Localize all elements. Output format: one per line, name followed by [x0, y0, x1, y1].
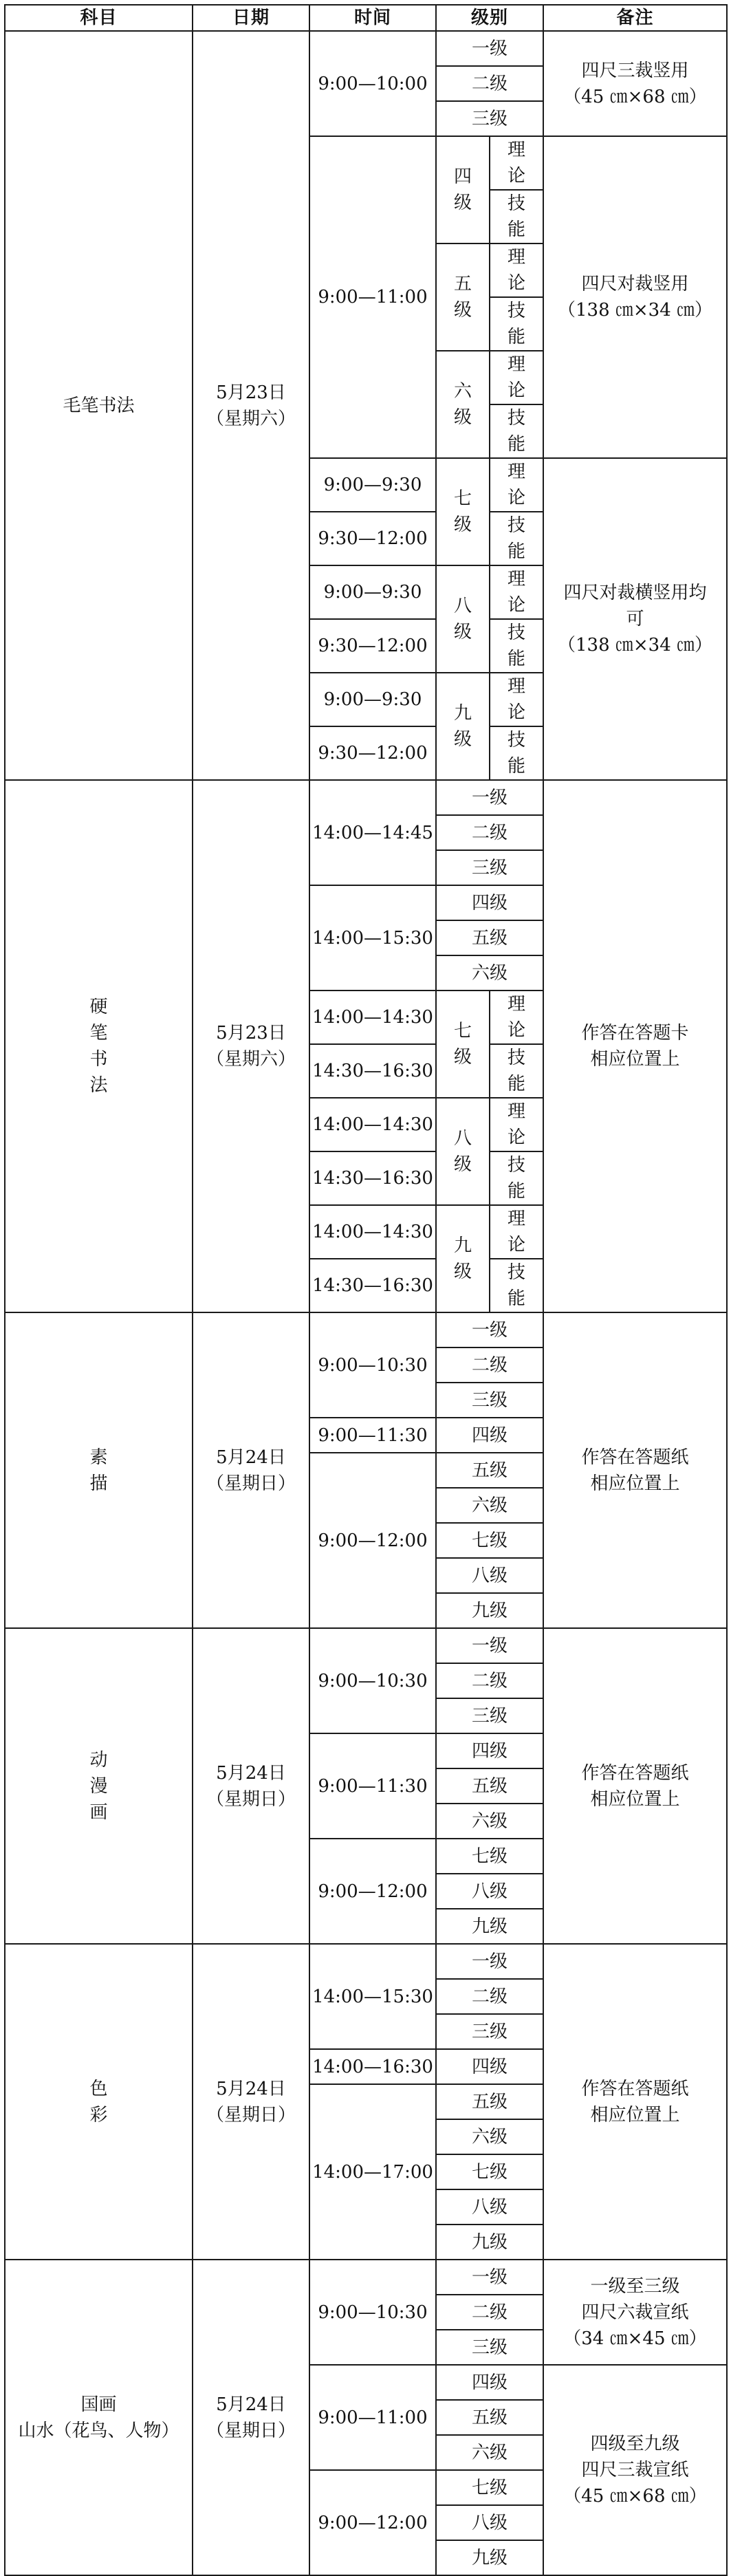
level-cell [436, 1909, 543, 1944]
part-text: 技 能 [508, 301, 526, 347]
header-subject: 科目 [5, 5, 193, 31]
note-text: 四尺对裁竖用 [581, 274, 689, 294]
level-text: 九级 [472, 1600, 508, 1621]
level-cell [436, 458, 490, 565]
level-text: 八级 [472, 1881, 508, 1902]
subject-text: 画 [89, 1801, 108, 1823]
time-cell [309, 1839, 436, 1944]
time-text: 9:00—11:30 [318, 1425, 428, 1446]
time-text: 14:30—16:30 [312, 1168, 433, 1189]
weekday-text: （星期日） [206, 2420, 296, 2441]
level-cell [436, 1944, 543, 1979]
part-cell [490, 351, 543, 404]
time-text: 14:00—17:00 [312, 2161, 433, 2183]
level-text: 三级 [472, 2021, 508, 2042]
level-text: 三级 [472, 857, 508, 878]
level-text: 八 级 [453, 1128, 472, 1175]
part-text: 技 能 [508, 730, 526, 777]
time-cell [309, 1944, 436, 2049]
level-cell [436, 243, 490, 351]
time-cell [309, 1418, 436, 1453]
time-cell [309, 1205, 436, 1259]
level-cell [436, 565, 490, 673]
part-cell [490, 1205, 543, 1259]
level-text: 六 级 [453, 381, 472, 428]
time-text: 9:00—11:30 [318, 1775, 428, 1797]
part-text: 技 能 [508, 193, 526, 240]
level-cell [436, 1453, 543, 1488]
note-cell [543, 1312, 727, 1628]
table-row [5, 1944, 727, 1979]
level-cell [436, 991, 490, 1098]
level-cell [436, 1593, 543, 1628]
level-text: 五 级 [453, 274, 472, 321]
note-text: 四尺对裁横竖用均 [563, 583, 707, 603]
time-text: 9:30—12:00 [318, 528, 428, 549]
time-cell [309, 619, 436, 673]
level-cell [436, 1558, 543, 1593]
subject-text: 描 [89, 1473, 108, 1494]
time-text: 9:00—11:00 [318, 2407, 428, 2428]
time-cell [309, 565, 436, 619]
level-text: 八级 [472, 1565, 508, 1586]
part-text: 技 能 [508, 1262, 526, 1309]
level-text: 三级 [472, 1705, 508, 1727]
time-cell [309, 458, 436, 512]
level-text: 七级 [472, 2161, 508, 2183]
subject-cell [5, 1628, 193, 1944]
level-text: 一级 [472, 1319, 508, 1341]
note-text: 四级至九级 [590, 2434, 680, 2454]
part-text: 技 能 [508, 515, 526, 562]
time-cell [309, 136, 436, 458]
note-text: 作答在答题卡 [581, 1023, 689, 1043]
date-cell [193, 1312, 309, 1628]
part-cell [490, 458, 543, 512]
time-text: 9:00—10:30 [318, 1354, 428, 1376]
time-cell [309, 1259, 436, 1312]
level-cell [436, 1804, 543, 1839]
part-text: 理 论 [508, 1101, 526, 1148]
time-text: 14:00—14:30 [312, 1114, 433, 1135]
note-text: 作答在答题纸 [581, 1447, 689, 1468]
level-cell [436, 101, 543, 136]
level-text: 九 级 [453, 703, 472, 750]
level-text: 五级 [472, 927, 508, 949]
level-text: 四级 [472, 1740, 508, 1762]
level-text: 七级 [472, 1846, 508, 1867]
level-cell [436, 1839, 543, 1874]
level-cell [436, 2225, 543, 2260]
date-cell [193, 31, 309, 780]
note-text: （34 ㎝×45 ㎝） [563, 2328, 707, 2349]
level-text: 五级 [472, 1775, 508, 1797]
time-text: 9:30—12:00 [318, 743, 428, 764]
date-text: 5月24日 [216, 1447, 286, 1468]
level-text: 一级 [472, 38, 508, 59]
subject-text: 法 [89, 1075, 108, 1096]
level-cell [436, 1698, 543, 1733]
time-text: 14:00—15:30 [312, 1986, 433, 2007]
time-text: 9:00—9:30 [323, 689, 422, 710]
note-text: 相应位置上 [590, 1788, 680, 1810]
date-text: 5月23日 [216, 1023, 286, 1043]
level-cell [436, 2505, 543, 2540]
level-cell [436, 815, 543, 850]
subject-cell [5, 2260, 193, 2575]
part-cell [490, 1044, 543, 1098]
weekday-text: （星期日） [206, 1473, 296, 1494]
part-text: 技 能 [508, 1155, 526, 1202]
level-cell [436, 1523, 543, 1558]
time-text: 14:00—14:30 [312, 1007, 433, 1028]
subject-cell [5, 780, 193, 1312]
level-cell [436, 1098, 490, 1205]
time-text: 9:00—9:30 [323, 582, 422, 603]
note-text: 四尺三裁竖用 [581, 60, 689, 81]
level-text: 二级 [472, 822, 508, 843]
time-text: 9:00—11:00 [318, 287, 428, 307]
level-text: 五级 [472, 2091, 508, 2112]
level-cell [436, 351, 490, 458]
part-text: 理 论 [508, 569, 526, 616]
subject-cell [5, 1944, 193, 2260]
level-cell [436, 1663, 543, 1698]
part-cell [490, 726, 543, 780]
time-text: 9:00—12:00 [318, 2512, 428, 2533]
part-cell [490, 404, 543, 458]
note-text: 四尺三裁宣纸 [581, 2460, 689, 2480]
level-cell [436, 2435, 543, 2470]
level-cell [436, 1488, 543, 1523]
level-cell [436, 1312, 543, 1347]
level-text: 七 级 [453, 488, 472, 535]
header-date: 日期 [193, 5, 309, 31]
weekday-text: （星期六） [206, 1049, 296, 1070]
note-cell [543, 31, 727, 136]
date-cell [193, 780, 309, 1312]
part-text: 技 能 [508, 408, 526, 455]
level-text: 三级 [472, 2337, 508, 2358]
date-cell [193, 2260, 309, 2575]
time-cell [309, 780, 436, 885]
part-text: 理 论 [508, 140, 526, 186]
level-text: 八 级 [453, 596, 472, 642]
level-text: 一级 [472, 2266, 508, 2288]
header-level: 级别 [436, 5, 543, 31]
part-text: 理 论 [508, 994, 526, 1041]
subject-cell [5, 31, 193, 780]
level-text: 八级 [472, 2512, 508, 2533]
date-text: 5月24日 [216, 2394, 286, 2415]
table-row [5, 1312, 727, 1347]
part-cell [490, 512, 543, 565]
level-text: 四级 [472, 892, 508, 913]
header-row [5, 5, 727, 31]
subject-text: 毛笔书法 [63, 395, 135, 416]
level-cell [436, 1768, 543, 1804]
time-cell [309, 2470, 436, 2575]
level-cell [436, 66, 543, 101]
part-text: 理 论 [508, 354, 526, 401]
note-cell [543, 2260, 727, 2365]
time-cell [309, 1733, 436, 1839]
subject-text: 硬 [89, 997, 108, 1017]
level-cell [436, 2295, 543, 2330]
note-text: 相应位置上 [590, 1049, 680, 1070]
level-text: 六级 [472, 2442, 508, 2463]
level-text: 二级 [472, 73, 508, 94]
level-cell [436, 1418, 543, 1453]
level-cell [436, 2260, 543, 2295]
note-cell [543, 458, 727, 780]
level-text: 一级 [472, 1951, 508, 1972]
level-text: 二级 [472, 1986, 508, 2007]
level-text: 二级 [472, 1670, 508, 1691]
level-text: 六级 [472, 2126, 508, 2147]
part-cell [490, 190, 543, 243]
level-text: 二级 [472, 1354, 508, 1376]
level-cell [436, 2365, 543, 2400]
level-cell [436, 2540, 543, 2575]
schedule-body [5, 31, 727, 2575]
part-cell [490, 673, 543, 726]
note-text: 四尺六裁宣纸 [581, 2302, 689, 2323]
note-text: 相应位置上 [590, 1473, 680, 1494]
subject-text: 漫 [89, 1775, 108, 1797]
level-cell [436, 1628, 543, 1663]
subject-text: 素 [89, 1447, 108, 1468]
date-text: 5月24日 [216, 2078, 286, 2099]
level-text: 六级 [472, 1495, 508, 1516]
exam-schedule-table [4, 4, 728, 2576]
level-cell [436, 2189, 543, 2225]
note-text: （45 ㎝×68 ㎝） [563, 2486, 707, 2507]
table-row [5, 780, 727, 815]
level-cell [436, 1874, 543, 1909]
note-cell [543, 136, 727, 458]
level-text: 九 级 [453, 1235, 472, 1282]
level-text: 一级 [472, 1635, 508, 1656]
level-cell [436, 2400, 543, 2435]
subject-text: 笔 [89, 1023, 108, 1043]
level-cell [436, 31, 543, 66]
time-text: 14:00—14:30 [312, 1222, 433, 1242]
part-cell [490, 619, 543, 673]
level-cell [436, 780, 543, 815]
subject-text: 彩 [89, 2104, 108, 2125]
time-cell [309, 2084, 436, 2260]
part-cell [490, 136, 543, 190]
weekday-text: （星期日） [206, 1788, 296, 1810]
level-text: 九级 [472, 1916, 508, 1937]
level-cell [436, 885, 543, 920]
level-cell [436, 1383, 543, 1418]
level-cell [436, 1979, 543, 2014]
time-text: 9:00—9:30 [323, 475, 422, 495]
note-text: 作答在答题纸 [581, 2078, 689, 2099]
table-row [5, 1628, 727, 1663]
level-text: 七 级 [453, 1021, 472, 1068]
part-cell [490, 297, 543, 351]
part-cell [490, 991, 543, 1044]
note-text: （138 ㎝×34 ㎝） [558, 635, 713, 656]
note-cell [543, 1944, 727, 2260]
part-cell [490, 565, 543, 619]
level-cell [436, 2049, 543, 2084]
part-cell [490, 1098, 543, 1151]
level-cell [436, 2119, 543, 2154]
header-note: 备注 [543, 5, 727, 31]
subject-cell [5, 1312, 193, 1628]
level-cell [436, 2330, 543, 2365]
weekday-text: （星期六） [206, 408, 296, 429]
time-text: 9:00—10:30 [318, 1670, 428, 1691]
level-text: 五级 [472, 2407, 508, 2428]
level-text: 四级 [472, 2056, 508, 2077]
subject-text: 动 [89, 1749, 108, 1771]
time-cell [309, 1453, 436, 1628]
part-text: 技 能 [508, 623, 526, 669]
subject-text: 山水（花鸟、人物） [18, 2420, 179, 2441]
header-time: 时间 [309, 5, 436, 31]
time-text: 9:00—12:00 [318, 1530, 428, 1551]
date-text: 5月23日 [216, 382, 286, 403]
time-text: 14:30—16:30 [312, 1061, 433, 1081]
level-text: 七级 [472, 2477, 508, 2498]
level-text: 四级 [472, 1425, 508, 1446]
time-text: 9:00—10:00 [318, 73, 428, 94]
level-text: 六级 [472, 1810, 508, 1832]
level-cell [436, 2014, 543, 2049]
level-cell [436, 1733, 543, 1768]
level-cell [436, 920, 543, 955]
note-text: 作答在答题纸 [581, 1762, 689, 1784]
part-text: 理 论 [508, 676, 526, 723]
level-cell [436, 2470, 543, 2505]
note-cell [543, 1628, 727, 1944]
time-cell [309, 1044, 436, 1098]
table-row [5, 2260, 727, 2295]
level-cell [436, 673, 490, 780]
time-cell [309, 991, 436, 1044]
time-cell [309, 512, 436, 565]
time-text: 9:30—12:00 [318, 636, 428, 656]
note-cell [543, 2365, 727, 2575]
time-text: 14:00—16:30 [312, 2056, 433, 2077]
part-cell [490, 1259, 543, 1312]
time-cell [309, 2365, 436, 2470]
note-text: 相应位置上 [590, 2104, 680, 2125]
note-cell [543, 780, 727, 1312]
part-text: 理 论 [508, 247, 526, 294]
level-cell [436, 1205, 490, 1312]
level-text: 二级 [472, 2302, 508, 2323]
time-text: 14:00—14:45 [312, 822, 433, 843]
time-cell [309, 885, 436, 991]
part-text: 理 论 [508, 462, 526, 508]
subject-text: 国画 [80, 2394, 117, 2415]
level-cell [436, 955, 543, 991]
time-cell [309, 1151, 436, 1205]
time-text: 14:00—15:30 [312, 927, 433, 949]
level-text: 五级 [472, 1460, 508, 1481]
level-cell [436, 1347, 543, 1383]
level-text: 九级 [472, 2231, 508, 2253]
time-cell [309, 31, 436, 136]
level-text: 九级 [472, 2547, 508, 2568]
weekday-text: （星期日） [206, 2104, 296, 2125]
part-text: 理 论 [508, 1209, 526, 1255]
level-text: 四 级 [453, 166, 472, 213]
time-cell [309, 1628, 436, 1733]
part-cell [490, 1151, 543, 1205]
date-text: 5月24日 [216, 1762, 286, 1784]
level-cell [436, 2154, 543, 2189]
level-cell [436, 850, 543, 885]
note-text: 可 [626, 609, 644, 629]
level-text: 三级 [472, 108, 508, 129]
note-text: （138 ㎝×34 ㎝） [558, 300, 713, 321]
level-text: 四级 [472, 2372, 508, 2393]
level-text: 一级 [472, 787, 508, 808]
time-cell [309, 1312, 436, 1418]
level-text: 八级 [472, 2196, 508, 2218]
part-text: 技 能 [508, 1048, 526, 1094]
note-text: （45 ㎝×68 ㎝） [563, 86, 707, 107]
time-cell [309, 2049, 436, 2084]
time-cell [309, 2260, 436, 2365]
time-text: 9:00—10:30 [318, 2302, 428, 2323]
level-text: 六级 [472, 962, 508, 984]
time-cell [309, 726, 436, 780]
table-row [5, 31, 727, 66]
subject-text: 书 [89, 1049, 108, 1070]
note-text: 一级至三级 [590, 2275, 680, 2297]
level-cell [436, 2084, 543, 2119]
date-cell [193, 1628, 309, 1944]
level-text: 七级 [472, 1530, 508, 1551]
time-cell [309, 1098, 436, 1151]
time-cell [309, 673, 436, 726]
subject-text: 色 [89, 2078, 108, 2099]
time-text: 14:30—16:30 [312, 1275, 433, 1296]
level-text: 三级 [472, 1389, 508, 1411]
level-cell [436, 136, 490, 243]
part-cell [490, 243, 543, 297]
time-text: 9:00—12:00 [318, 1881, 428, 1902]
date-cell [193, 1944, 309, 2260]
